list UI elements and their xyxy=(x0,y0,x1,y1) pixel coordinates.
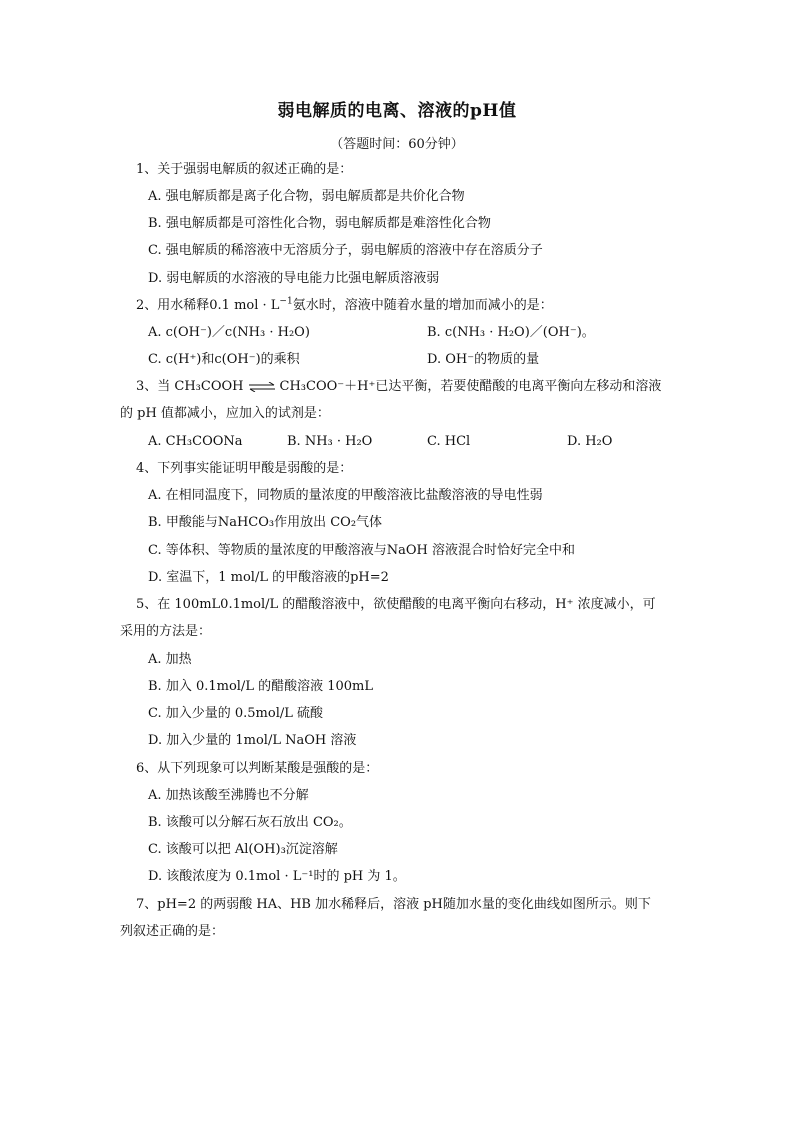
question-1-stem: 1、关于强弱电解质的叙述正确的是： xyxy=(136,162,353,177)
question-2-stem-part-b: 氨水时，溶液中随着水量的增加而减小的是： xyxy=(292,298,553,313)
question-6-option-a: A. 加热该酸至沸腾也不分解 xyxy=(148,788,309,803)
question-2-option-d: D. OH⁻的物质的量 xyxy=(427,352,540,367)
question-3-option-b: B. NH₃ · H₂O xyxy=(287,434,373,449)
question-4-option-a: A. 在相同温度下，同物质的量浓度的甲酸溶液比盐酸溶液的导电性弱 xyxy=(148,488,543,503)
question-5-stem: 5、在 100mL0.1mol/L 的醋酸溶液中，欲使醋酸的电离平衡向右移动，H⁺ 浓度减小，可 xyxy=(136,597,656,612)
question-3-option-a: A. CH₃COONa xyxy=(148,434,243,449)
question-6-option-b: B. 该酸可以分解石灰石放出 CO₂。 xyxy=(148,815,352,830)
question-5-option-a: A. 加热 xyxy=(148,652,192,667)
page-subtitle: （答题时间：60分钟） xyxy=(330,137,464,152)
question-4-option-b: B. 甲酸能与NaHCO₃作用放出 CO₂气体 xyxy=(148,515,383,530)
question-1-option-d: D. 弱电解质的水溶液的导电能力比强电解质溶液弱 xyxy=(148,271,440,286)
question-3-stem-part-b: CH₃COO⁻＋H⁺已达平衡，若要使醋酸的电离平衡向左移动和溶液 xyxy=(279,379,662,394)
question-5-option-b: B. 加入 0.1mol/L 的醋酸溶液 100mL xyxy=(148,679,373,694)
question-1-option-c: C. 强电解质的稀溶液中无溶质分子，弱电解质的溶液中存在溶质分子 xyxy=(148,243,543,258)
equilibrium-arrow-icon xyxy=(248,382,276,392)
question-2-stem xyxy=(136,298,553,314)
question-7-stem-continued: 列叙述正确的是： xyxy=(120,924,225,939)
question-3-stem-continued: 的 pH 值都减小，应加入的试剂是： xyxy=(120,406,330,421)
question-6-option-d: D. 该酸浓度为 0.1mol · L⁻¹时的 pH 为 1。 xyxy=(148,869,406,884)
question-2-option-b: B. c(NH₃ · H₂O)／(OH⁻)。 xyxy=(427,325,595,340)
question-5-stem-continued: 采用的方法是： xyxy=(120,624,212,639)
question-2-option-a: A. c(OH⁻)／c(NH₃ · H₂O) xyxy=(148,325,310,340)
question-1-option-a: A. 强电解质都是离子化合物，弱电解质都是共价化合物 xyxy=(148,189,465,204)
question-4-option-d: D. 室温下，1 mol/L 的甲酸溶液的pH=2 xyxy=(148,570,389,585)
question-5-option-c: C. 加入少量的 0.5mol/L 硫酸 xyxy=(148,706,324,721)
question-3-option-d: D. H₂O xyxy=(567,434,613,449)
question-4-stem: 4、下列事实能证明甲酸是弱酸的是： xyxy=(136,461,353,476)
question-3-option-c: C. HCl xyxy=(427,434,471,449)
question-6-stem: 6、从下列现象可以判断某酸是强酸的是： xyxy=(136,761,379,776)
question-7-stem: 7、pH=2 的两弱酸 HA、HB 加水稀释后，溶液 pH随加水量的变化曲线如图所示。则下 xyxy=(136,897,651,912)
page-title: 弱电解质的电离、溶液的pH值 xyxy=(277,101,517,121)
question-4-option-c: C. 等体积、等物质的量浓度的甲酸溶液与NaOH 溶液混合时恰好完全中和 xyxy=(148,543,576,558)
question-3-stem-part-a: 3、当 CH₃COOH xyxy=(136,379,244,394)
question-3-stem xyxy=(136,379,661,395)
question-2-stem-part-a: 2、用水稀释0.1 mol · L xyxy=(136,298,280,313)
question-2-option-c: C. c(H⁺)和c(OH⁻)的乘积 xyxy=(148,352,300,367)
question-2-stem-superscript: −1 xyxy=(279,296,293,307)
question-6-option-c: C. 该酸可以把 Al(OH)₃沉淀溶解 xyxy=(148,842,338,857)
question-1-option-b: B. 强电解质都是可溶性化合物，弱电解质都是难溶性化合物 xyxy=(148,216,491,231)
question-5-option-d: D. 加入少量的 1mol/L NaOH 溶液 xyxy=(148,733,357,748)
